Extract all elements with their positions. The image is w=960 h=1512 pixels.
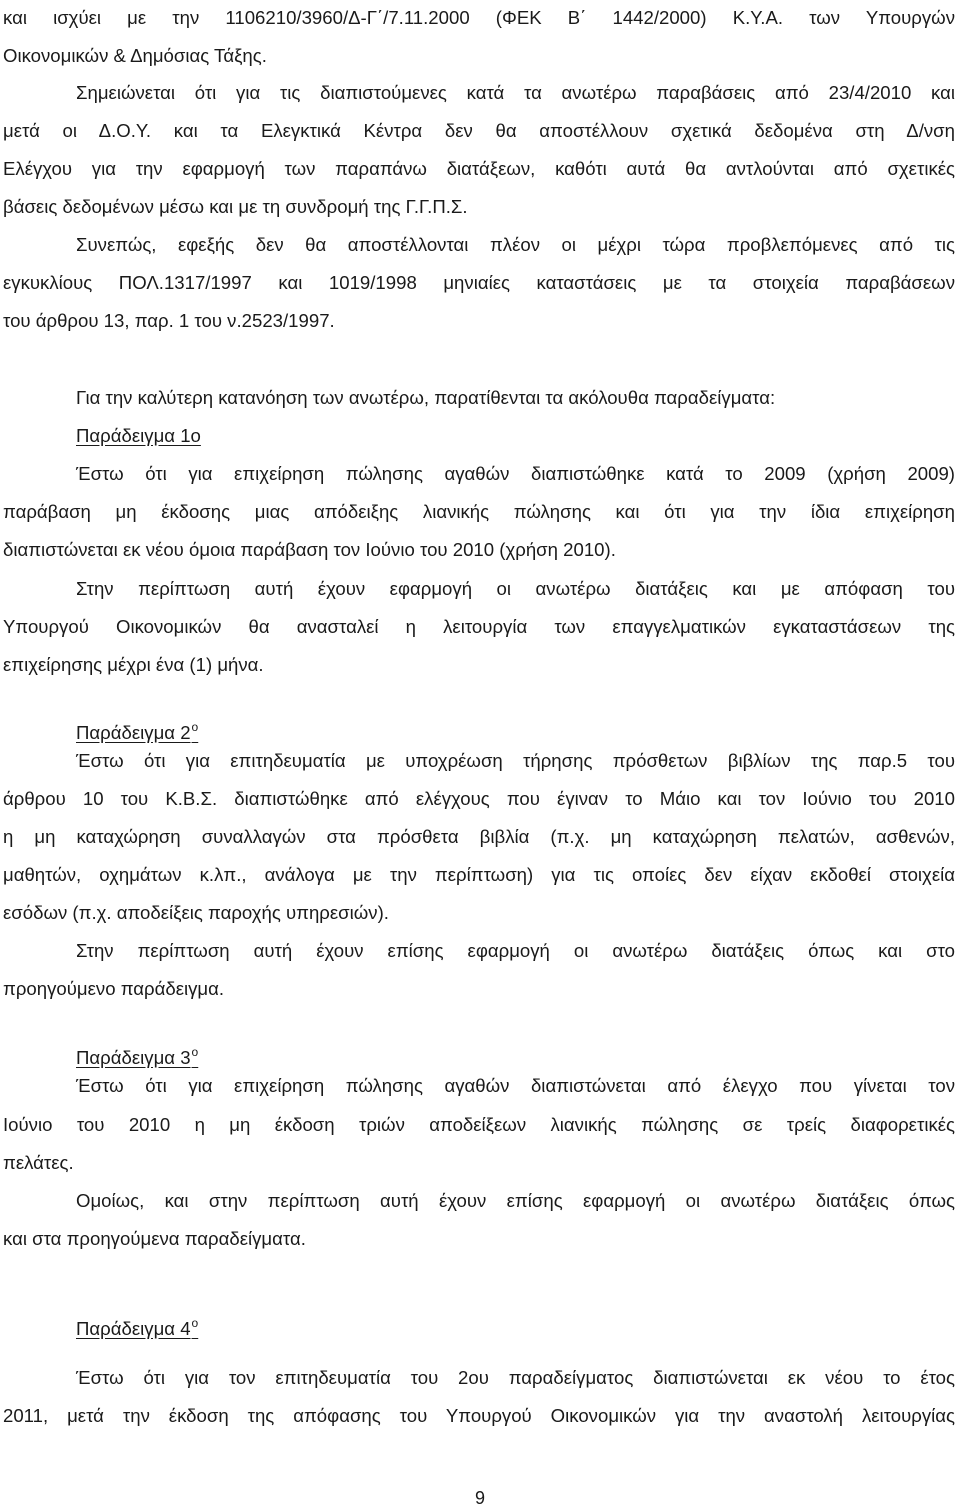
superscript: ο (191, 720, 199, 734)
text-line: Οικονομικών & Δημόσιας Τάξης. (3, 45, 267, 66)
text-line: Έστω ότι για επιχείρηση πώλησης αγαθών διαπιστώνεται από έλεγχο που γίνεται τον (76, 1075, 955, 1096)
text-line: μαθητών, οχημάτων κ.λπ., ανάλογα με την περίπτωση) για τις οποίες δεν είχαν εκδοθεί στοιχεία (3, 864, 955, 885)
text-line: του άρθρου 13, παρ. 1 του ν.2523/1997. (3, 310, 335, 331)
text-line: 2011, μετά την έκδοση της απόφασης του Υπουργού Οικονομικών για την αναστολή λειτουργίας (3, 1405, 955, 1426)
example-heading (76, 1040, 955, 1070)
text-line: Υπουργού Οικονομικών θα ανασταλεί η λειτουργία των επαγγελματικών εγκαταστάσεων της (3, 616, 955, 637)
example-heading (76, 424, 955, 448)
text-line: και ισχύει με την 1106210/3960/Δ-Γ΄/7.11.2000 (ΦΕΚ Β΄ 1442/2000) Κ.Υ.Α. των Υπουργών (3, 7, 955, 28)
example-heading-text: Παράδειγμα $2^o$ (76, 720, 199, 743)
text-line: βάσεις δεδομένων μέσω και με τη συνδρομή της Γ.Γ.Π.Σ. (3, 196, 468, 217)
example-heading (76, 1311, 955, 1341)
page-number: 9 (474, 1488, 485, 1508)
text-line: Στην περίπτωση αυτή έχουν επίσης εφαρμογή οι ανωτέρω διατάξεις όπως και στο (76, 940, 955, 961)
text-line: επιχείρησης μέχρι ένα (1) μήνα. (3, 654, 264, 675)
text-line: Στην περίπτωση αυτή έχουν εφαρμογή οι ανωτέρω διατάξεις και με απόφαση του (76, 578, 955, 599)
text-line: Ιούνιο του 2010 η μη έκδοση τριών αποδείξεων λιανικής πώλησης σε τρείς διαφορετικές (3, 1114, 955, 1135)
text-line: παράβαση μη έκδοσης μιας απόδειξης λιανικής πώλησης και ότι για την ίδια επιχείρηση (3, 501, 955, 522)
text-line: Ελέγχου για την εφαρμογή των παραπάνω διατάξεων, καθότι αυτά θα αντλούνται από σχετικές (3, 158, 955, 179)
example-heading-text: Παράδειγμα $3^o$ (76, 1045, 199, 1068)
text-line: εσόδων (π.χ. αποδείξεις παροχής υπηρεσιών). (3, 902, 389, 923)
text-line: Σημειώνεται ότι για τις διαπιστούμενες κατά τα ανωτέρω παραβάσεις από 23/4/2010 και (76, 82, 955, 103)
text-line: η μη καταχώρηση συναλλαγών στα πρόσθετα βιβλία (π.χ. μη καταχώρηση πελατών, ασθενών, (3, 826, 955, 847)
superscript: ο (191, 1316, 199, 1330)
text-line: Για την καλύτερη κατανόηση των ανωτέρω, παρατίθενται τα ακόλουθα παραδείγματα: (76, 387, 776, 408)
example-heading-text: Παράδειγμα 1ο (76, 425, 201, 446)
text-line: και στα προηγούμενα παραδείγματα. (3, 1228, 306, 1249)
text-line: προηγούμενο παράδειγμα. (3, 978, 225, 999)
text-line: Ομοίως, και στην περίπτωση αυτή έχουν επίσης εφαρμογή οι ανωτέρω διατάξεις όπως (76, 1190, 955, 1211)
text-line: διαπιστώνεται εκ νέου όμοια παράβαση τον Ιούνιο του 2010 (χρήση 2010). (3, 539, 616, 560)
text-line: Έστω ότι για επιτηδευματία με υποχρέωση τήρησης πρόσθετων βιβλίων της παρ.5 του (76, 750, 955, 771)
text-line: πελάτες. (3, 1152, 74, 1173)
superscript: ο (191, 1045, 199, 1059)
text-line: εγκυκλίους ΠΟΛ.1317/1997 και 1019/1998 μηνιαίες καταστάσεις με τα στοιχεία παραβάσεων (3, 272, 955, 293)
example-heading-text: Παράδειγμα $4^o$ (76, 1316, 199, 1339)
text-line: Έστω ότι για επιχείρηση πώλησης αγαθών διαπιστώθηκε κατά το 2009 (χρήση 2009) (76, 463, 955, 484)
text-line: άρθρου 10 του Κ.Β.Σ. διαπιστώθηκε από ελέγχους που έγιναν το Μάιο και τον Ιούνιο του 2010 (3, 788, 955, 809)
example-heading (76, 715, 955, 745)
text-line: μετά οι Δ.Ο.Υ. και τα Ελεγκτικά Κέντρα δεν θα αποστέλλουν σχετικά δεδομένα στη Δ/νση (3, 120, 955, 141)
text-line: Συνεπώς, εφεξής δεν θα αποστέλλονται πλέον οι μέχρι τώρα προβλεπόμενες από τις (76, 234, 955, 255)
text-line: Έστω ότι για τον επιτηδευματία του 2ου παραδείγματος διαπιστώνεται εκ νέου το έτος (76, 1367, 955, 1388)
